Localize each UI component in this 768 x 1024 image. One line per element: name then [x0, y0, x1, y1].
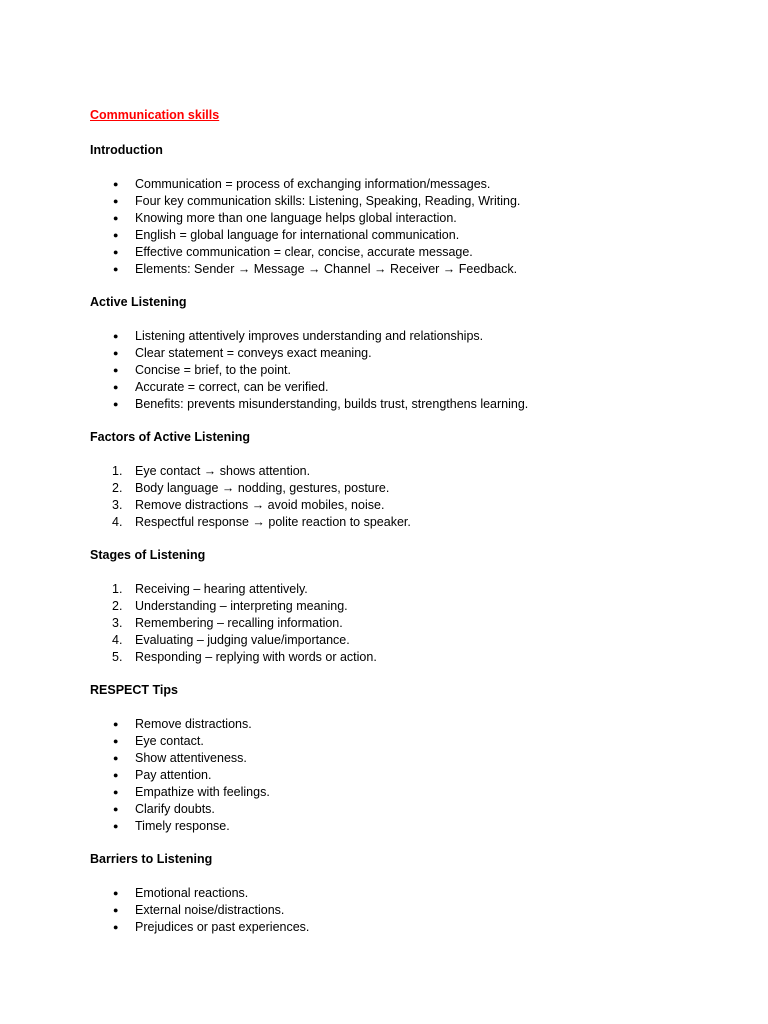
bullet-icon: ●	[113, 787, 119, 797]
list-item	[90, 497, 710, 514]
bullet-icon: ●	[113, 230, 119, 240]
section-heading: RESPECT Tips	[90, 683, 178, 697]
list-item	[90, 716, 710, 733]
document-page	[90, 108, 710, 953]
list-item	[90, 480, 710, 497]
list-number: 2.	[112, 481, 123, 495]
bullet-icon: ●	[113, 888, 119, 898]
bullet-icon: ●	[113, 821, 119, 831]
list-item	[90, 818, 710, 835]
bullet-icon: ●	[113, 905, 119, 915]
list-item-text: Clarify doubts.	[135, 802, 215, 816]
list-item-text: Listening attentively improves understanding and relationships.	[135, 329, 484, 343]
list-item	[90, 362, 710, 379]
list-item	[90, 261, 710, 278]
list-number: 4.	[112, 515, 123, 529]
bullet-icon: ●	[113, 736, 119, 746]
bullet-list	[90, 328, 710, 413]
list-item-text: Clear statement = conveys exact meaning.	[135, 346, 372, 360]
list-item	[90, 345, 710, 362]
list-item	[90, 649, 710, 666]
list-item-text: Eye contact → shows attention.	[135, 464, 311, 478]
list-item-text: Understanding – interpreting meaning.	[135, 599, 348, 613]
bullet-icon: ●	[113, 399, 119, 409]
list-item-text: Responding – replying with words or action.	[135, 650, 377, 664]
list-item	[90, 750, 710, 767]
list-number: 1.	[112, 582, 123, 596]
list-item-text: Concise = brief, to the point.	[135, 363, 291, 377]
list-item	[90, 598, 710, 615]
section-heading: Stages of Listening	[90, 548, 206, 562]
list-item	[90, 885, 710, 902]
bullet-list	[90, 885, 710, 936]
list-item	[90, 632, 710, 649]
list-item	[90, 784, 710, 801]
document-sections	[90, 143, 710, 936]
bullet-list	[90, 176, 710, 278]
bullet-icon: ●	[113, 213, 119, 223]
list-item	[90, 902, 710, 919]
list-item-text: English = global language for international communication.	[135, 228, 460, 242]
list-item-text: Respectful response → polite reaction to speaker.	[135, 515, 411, 529]
list-item	[90, 767, 710, 784]
list-number: 4.	[112, 633, 123, 647]
list-item	[90, 514, 710, 531]
list-number: 2.	[112, 599, 123, 613]
list-item	[90, 227, 710, 244]
section-heading: Factors of Active Listening	[90, 430, 250, 444]
bullet-icon: ●	[113, 348, 119, 358]
list-item-text: Show attentiveness.	[135, 751, 247, 765]
list-item-text: Eye contact.	[135, 734, 204, 748]
list-item-text: Benefits: prevents misunderstanding, builds trust, strengthens learning.	[135, 397, 529, 411]
bullet-icon: ●	[113, 804, 119, 814]
list-item-text: Timely response.	[135, 819, 230, 833]
list-item	[90, 176, 710, 193]
list-item-text: Effective communication = clear, concise, accurate message.	[135, 245, 473, 259]
list-number: 3.	[112, 498, 123, 512]
list-number: 1.	[112, 464, 123, 478]
list-item-text: Knowing more than one language helps global interaction.	[135, 211, 457, 225]
bullet-icon: ●	[113, 196, 119, 206]
bullet-icon: ●	[113, 770, 119, 780]
list-item-text: Communication = process of exchanging information/messages.	[135, 177, 491, 191]
list-item	[90, 210, 710, 227]
list-item-text: Empathize with feelings.	[135, 785, 270, 799]
bullet-list	[90, 716, 710, 835]
list-item-text: Evaluating – judging value/importance.	[135, 633, 350, 647]
list-item	[90, 396, 710, 413]
bullet-icon: ●	[113, 382, 119, 392]
list-item-text: Prejudices or past experiences.	[135, 920, 310, 934]
list-item-text: Elements: Sender → Message → Channel → Receiver → Feedback.	[135, 262, 518, 276]
list-item-text: Pay attention.	[135, 768, 212, 782]
list-item	[90, 733, 710, 750]
section-heading: Active Listening	[90, 295, 187, 309]
list-item-text: Four key communication skills: Listening, Speaking, Reading, Writing.	[135, 194, 521, 208]
list-item-text: Body language → nodding, gestures, posture.	[135, 481, 390, 495]
bullet-icon: ●	[113, 365, 119, 375]
list-item	[90, 193, 710, 210]
list-number: 3.	[112, 616, 123, 630]
list-item-text: Remove distractions.	[135, 717, 252, 731]
list-number: 5.	[112, 650, 123, 664]
list-item	[90, 328, 710, 345]
section-heading: Barriers to Listening	[90, 852, 213, 866]
list-item-text: External noise/distractions.	[135, 903, 285, 917]
bullet-icon: ●	[113, 331, 119, 341]
list-item	[90, 615, 710, 632]
bullet-icon: ●	[113, 264, 119, 274]
bullet-icon: ●	[113, 753, 119, 763]
list-item-text: Remove distractions → avoid mobiles, noise.	[135, 498, 385, 512]
bullet-icon: ●	[113, 247, 119, 257]
list-item	[90, 919, 710, 936]
list-item	[90, 463, 710, 480]
bullet-icon: ●	[113, 719, 119, 729]
document-title[interactable]: Communication skills	[90, 108, 220, 122]
list-item-text: Accurate = correct, can be verified.	[135, 380, 329, 394]
list-item	[90, 581, 710, 598]
numbered-list	[90, 581, 710, 666]
list-item-text: Remembering – recalling information.	[135, 616, 343, 630]
list-item-text: Receiving – hearing attentively.	[135, 582, 308, 596]
list-item	[90, 244, 710, 261]
bullet-icon: ●	[113, 179, 119, 189]
numbered-list	[90, 463, 710, 531]
list-item	[90, 801, 710, 818]
bullet-icon: ●	[113, 922, 119, 932]
section-heading: Introduction	[90, 143, 163, 157]
list-item-text: Emotional reactions.	[135, 886, 249, 900]
list-item	[90, 379, 710, 396]
